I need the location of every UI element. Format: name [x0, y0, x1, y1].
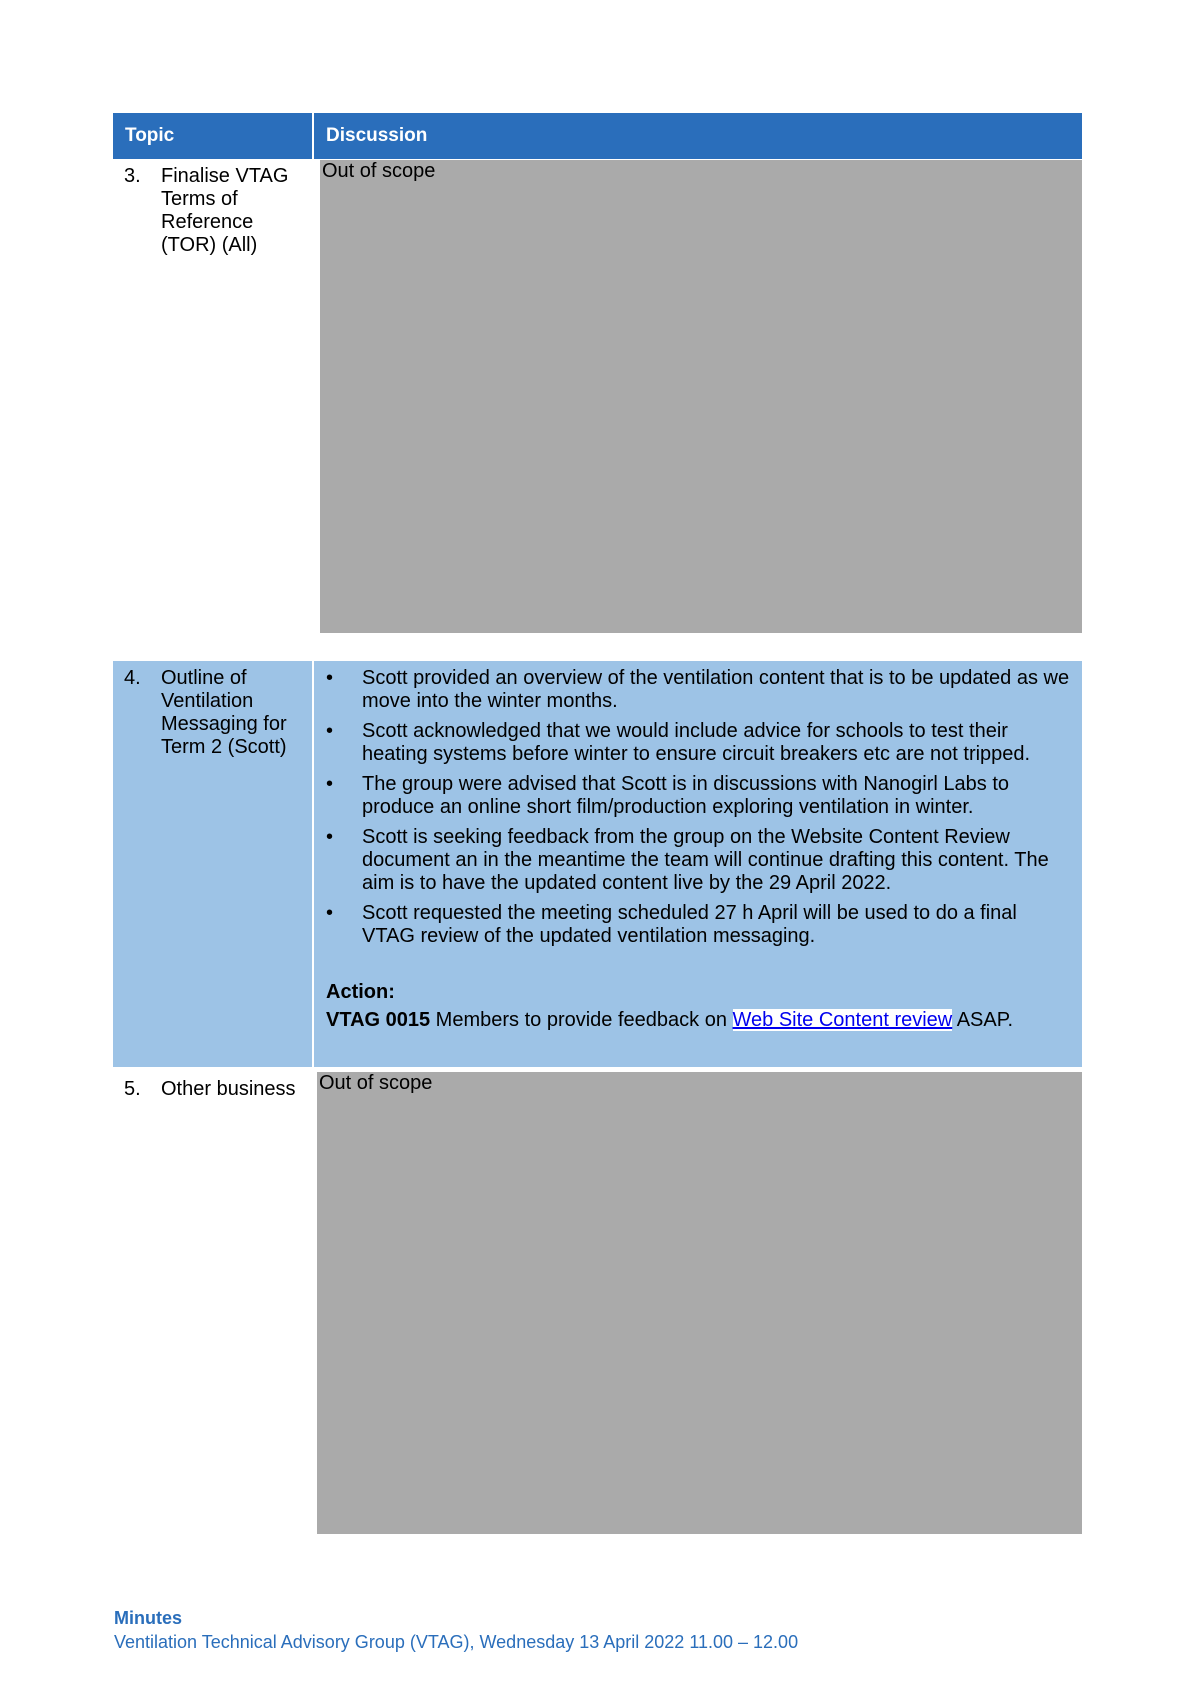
bullet-text: Scott provided an overview of the ventilation content that is to be updated as we move into the winter months.	[362, 667, 1070, 712]
topic-line: Ventilation	[161, 690, 254, 712]
bullet-item	[326, 826, 1074, 895]
bullet-icon: •	[326, 773, 334, 795]
topic-line: Term 2 (Scott)	[161, 736, 287, 758]
bullet-item	[326, 667, 1074, 713]
topic-line: Outline of	[161, 667, 247, 689]
page-footer	[114, 1606, 798, 1654]
row4-topic-text	[161, 667, 287, 759]
bullet-icon: •	[326, 902, 334, 924]
discussion-bullet-list	[326, 667, 1074, 955]
row4-discussion-cell	[314, 661, 1082, 1067]
bullet-text: Scott is seeking feedback from the group on the Website Content Review document an in the meantime the team will continue drafting this content. The aim is to have the updated content live by the 29 April 2022.	[362, 826, 1049, 894]
row3-topic-text	[161, 165, 288, 257]
topic-line: Terms of	[161, 188, 238, 210]
bullet-item	[326, 773, 1074, 819]
action-text-after: ASAP.	[952, 1009, 1014, 1031]
row5-redaction-label: Out of scope	[319, 1072, 433, 1094]
topic-line: Messaging for	[161, 713, 287, 735]
row4-topic-cell	[113, 661, 312, 1067]
action-title: Action:	[326, 981, 395, 1003]
bullet-text: The group were advised that Scott is in discussions with Nanogirl Labs to produce an online short film/production exploring ventilation in winter.	[362, 773, 1010, 818]
row3-redaction-label: Out of scope	[322, 160, 436, 182]
topic-line: (TOR) (All)	[161, 234, 258, 256]
bullet-item	[326, 902, 1074, 948]
table-header	[113, 113, 1082, 159]
row4-number: 4.	[124, 667, 141, 689]
topic-line: Reference	[161, 211, 254, 233]
bullet-item	[326, 720, 1074, 766]
bullet-text: Scott requested the meeting scheduled 27 h April will be used to do a final VTAG review of the updated ventilation messaging.	[362, 902, 1017, 947]
bullet-text: Scott acknowledged that we would include advice for schools to test their heating systems before winter to ensure circuit breakers etc are not tripped.	[362, 720, 1031, 765]
action-line	[326, 1009, 1013, 1032]
web-site-content-review-link[interactable]: Web Site Content review	[732, 1009, 953, 1031]
row3-redacted-block	[320, 160, 1082, 633]
action-text-before: Members to provide feedback on	[430, 1009, 733, 1031]
bullet-icon: •	[326, 667, 334, 689]
row3-topic	[113, 165, 308, 265]
footer-subtitle: Ventilation Technical Advisory Group (VTAG), Wednesday 13 April 2022 11.00 – 12.00	[114, 1632, 799, 1652]
header-topic: Topic	[113, 113, 312, 159]
row3-number: 3.	[124, 165, 141, 187]
topic-line: Finalise VTAG	[161, 165, 289, 187]
row5-number: 5.	[124, 1078, 141, 1100]
footer-title: Minutes	[114, 1608, 183, 1628]
bullet-icon: •	[326, 826, 334, 848]
action-code: VTAG 0015	[326, 1009, 431, 1031]
row5-topic	[113, 1078, 308, 1108]
row4	[113, 661, 1082, 1067]
bullet-icon: •	[326, 720, 334, 742]
row5-topic-text: Other business	[161, 1078, 296, 1100]
row5-redacted-block	[317, 1072, 1082, 1534]
header-discussion: Discussion	[314, 113, 1082, 159]
